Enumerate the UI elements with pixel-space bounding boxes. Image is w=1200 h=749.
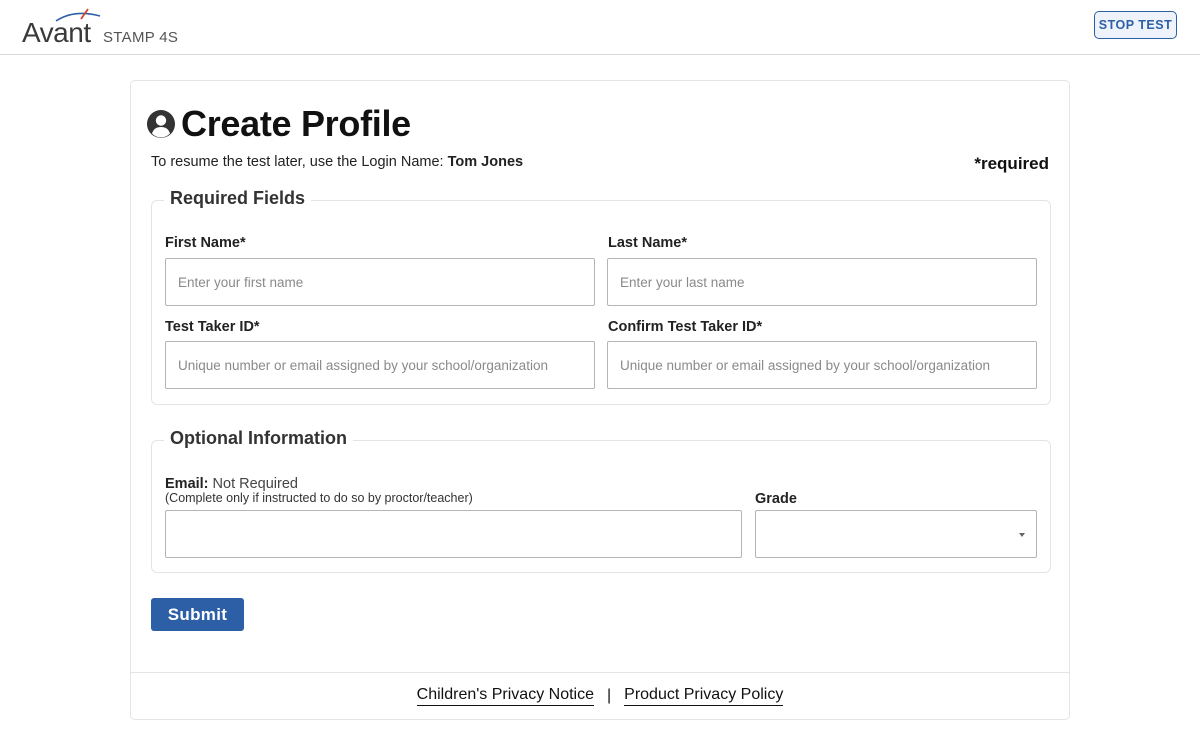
optional-information-group [151,428,1051,573]
footer [131,672,1069,719]
childrens-privacy-notice-link[interactable]: Children's Privacy Notice [417,686,594,706]
email-hint: (Complete only if instructed to do so by proctor/teacher) [165,491,473,505]
confirm-test-taker-id-label: Confirm Test Taker ID* [608,319,763,335]
top-bar [0,0,1200,55]
email-input[interactable] [165,510,742,558]
first-name-input[interactable] [165,258,595,306]
footer-separator: | [607,687,612,704]
submit-button[interactable]: Submit [151,598,244,631]
email-label-text: Email: [165,476,209,492]
stop-test-button[interactable]: STOP TEST [1094,11,1177,39]
last-name-input[interactable] [607,258,1037,306]
optional-information-legend: Optional Information [164,428,353,449]
avant-logo [22,8,182,48]
user-circle-icon [146,109,176,139]
login-name: Tom Jones [447,154,524,170]
required-fields-group [151,188,1051,405]
grade-select[interactable] [755,510,1037,558]
logo-wordmark: Avant [22,17,91,48]
confirm-test-taker-id-input[interactable] [607,341,1037,389]
email-not-required: Not Required [208,476,298,492]
last-name-label: Last Name* [608,235,687,251]
test-taker-id-label: Test Taker ID* [165,319,260,335]
chevron-down-icon [1019,533,1025,537]
first-name-label: First Name* [165,235,246,251]
title-row [146,103,411,145]
grade-label: Grade [755,491,797,507]
resume-instructions [151,154,523,170]
required-fields-legend: Required Fields [164,188,311,209]
email-label [165,476,298,492]
required-note: *required [974,154,1049,173]
create-profile-card [130,80,1070,720]
product-privacy-policy-link[interactable]: Product Privacy Policy [624,686,783,706]
resume-text: To resume the test later, use the Login Name: [151,154,448,170]
page-title: Create Profile [181,103,411,144]
logo-product-name: STAMP 4S [103,29,179,46]
test-taker-id-input[interactable] [165,341,595,389]
